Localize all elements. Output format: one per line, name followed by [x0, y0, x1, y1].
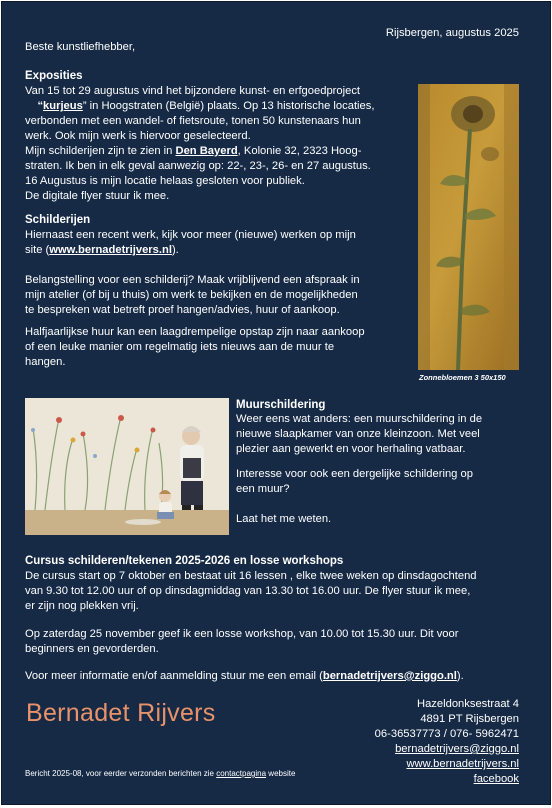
footer-email-link[interactable]: bernadetrijvers@ziggo.nl [395, 743, 519, 755]
location-pre: Mijn schilderijen zijn te zien in [25, 145, 176, 157]
contactpagina-link[interactable]: contactpagina [216, 769, 267, 778]
workshop-line: beginners en gevorderden. [25, 643, 159, 655]
schilderijen-paragraph-2 [25, 273, 417, 318]
contact-info-line [25, 669, 525, 684]
sunflower-painting-image [418, 84, 519, 370]
place-date: Rijsbergen, augustus 2025 [385, 27, 519, 39]
cursus-line: van 9.30 tot 12.00 uur of op dinsdagmiddag van 13.30 tot 16.00 uur. De flyer stuur ik mee, [25, 585, 471, 597]
muurschildering-text [236, 412, 526, 457]
muurschildering-line: Interesse voor ook een dergelijke schildering op [236, 468, 473, 480]
greeting: Beste kunstliefhebber, [25, 41, 136, 53]
note-post: website [266, 769, 296, 778]
schilderijen-line: te bespreken wat betreft proef hangen/advies, huur of aankoop. [25, 304, 340, 316]
muurschildering-paragraph-2 [236, 467, 526, 497]
schilderijen-line: Hiernaast een recent werk, kijk voor meer (nieuwe) werken op mijn [25, 229, 356, 241]
cursus-line: De cursus start op 7 oktober en bestaat uit 16 lessen , elke twee weken op dinsdagochtend [25, 570, 477, 582]
exposities-text [25, 84, 417, 204]
schilderijen-line: Halfjaarlijkse huur kan een laagdrempelige opstap zijn naar aankoop [25, 326, 365, 338]
muurschildering-heading: Muurschildering [236, 399, 326, 411]
schilderijen-line: mijn atelier (of bij u thuis) om werk te bekijken en de mogelijkheden [25, 289, 358, 301]
exposities-line: 16 Augustus is mijn locatie helaas gesloten voor publiek. [25, 175, 305, 187]
exposities-line: Van 15 tot 29 augustus vind het bijzondere kunst- en erfgoedproject [25, 85, 361, 97]
address-city: 4891 PT Rijsbergen [420, 713, 519, 725]
den-bayerd-link[interactable]: Den Bayerd [175, 145, 238, 157]
newsletter-page [2, 2, 550, 804]
kurjeus-link[interactable]: kurjeus [43, 100, 83, 112]
exposities-line [25, 144, 417, 159]
cursus-text [25, 569, 525, 614]
schilderijen-line: Belangstelling voor een schilderij? Maak vrijblijvend een afspraak in [25, 274, 360, 286]
note-pre: Bericht 2025-08, voor eerder verzonden berichten zie [25, 769, 217, 778]
brand-name: Bernadet Rijvers [26, 699, 216, 727]
address-street: Hazeldonksestraat 4 [417, 698, 519, 710]
exposities-line: werk. Ook mijn werk is hiervoor geselecteerd. [25, 130, 251, 142]
site-pre: site ( [25, 244, 50, 256]
cursus-heading: Cursus schilderen/tekenen 2025-2026 en losse workshops [25, 555, 344, 567]
facebook-link[interactable]: facebook [473, 773, 519, 785]
site-post: ). [171, 244, 179, 256]
exposities-heading: Exposities [25, 70, 83, 82]
workshop-line: Op zaterdag 25 november geef ik een losse workshop, van 10.00 tot 15.30 uur. Dit voor [25, 628, 459, 640]
email-link[interactable]: bernadetrijvers@ziggo.nl [322, 670, 457, 682]
exposities-line: straten. Ik ben in elk geval aanwezig op: 22-, 23-, 26- en 27 augustus. [25, 160, 371, 172]
exposities-line: verbonden met een wandel- of fietsroute, tonen 50 kunstenaars hun [25, 115, 361, 127]
schilderijen-line: of een leuke manier om regelmatig iets nieuws aan de muur te [25, 341, 335, 353]
schilderijen-text [25, 228, 417, 258]
exposities-line: De digitale flyer stuur ik mee. [25, 190, 170, 202]
mural-photo [25, 398, 229, 535]
muurschildering-line: Weer eens wat anders: een muurschildering in de [236, 413, 483, 425]
phone: 06-36537773 / 076- 5962471 [374, 728, 519, 740]
contact-post: ). [456, 670, 464, 682]
contact-pre: Voor meer informatie en/of aanmelding stuur me een email ( [25, 670, 323, 682]
footer-note [25, 769, 295, 778]
muurschildering-line: plezier aan gewerkt en voor herhaling vatbaar. [236, 443, 466, 455]
painting-caption: Zonnebloemen 3 50x150 [419, 373, 506, 382]
exposities-line [25, 99, 417, 114]
muurschildering-line: een muur? [236, 483, 290, 495]
footer-website-link[interactable]: www.bernadetrijvers.nl [406, 758, 519, 770]
kurjeus-rest: ” in Hoogstraten (België) plaats. Op 13 historische locaties, [82, 100, 375, 112]
schilderijen-line [25, 243, 417, 258]
website-link[interactable]: www.bernadetrijvers.nl [49, 244, 172, 256]
muurschildering-line: nieuwe slaapkamer van onze kleinzoon. Met veel [236, 428, 480, 440]
cursus-line: er zijn nog plekken vrij. [25, 600, 139, 612]
schilderijen-heading: Schilderijen [25, 214, 91, 226]
schilderijen-paragraph-3 [25, 325, 417, 370]
quote-open: “ [37, 100, 44, 112]
muurschildering-closing: Laat het me weten. [236, 513, 332, 525]
address-block [375, 697, 519, 787]
schilderijen-line: hangen. [25, 356, 66, 368]
mural-photo-image [25, 398, 229, 535]
sunflower-painting [418, 84, 519, 370]
workshop-text [25, 627, 525, 657]
location-post: , Kolonie 32, 2323 Hoog- [237, 145, 362, 157]
